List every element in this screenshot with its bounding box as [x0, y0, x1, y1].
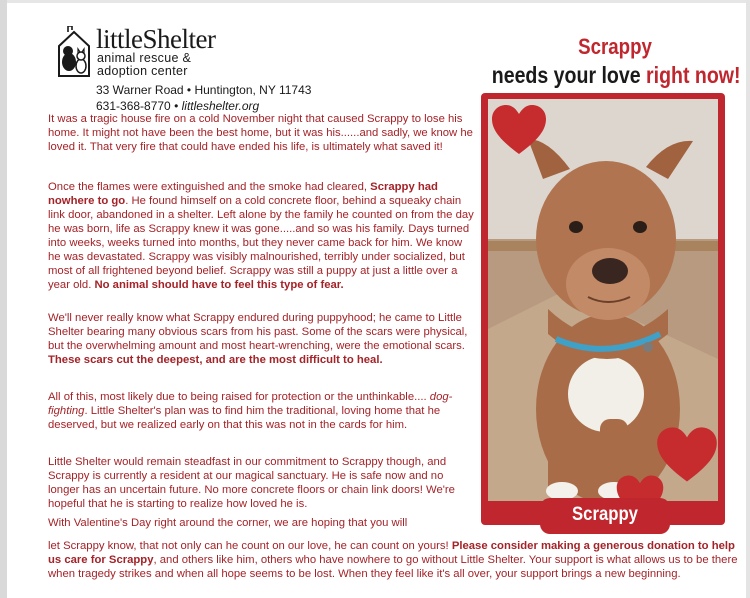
story-text: , and others like him, others who have nowhere to go without Little Shelter. Your support is what allows us to be there when tragedy strikes and when all hope seems to be lost. When they feel like it's all over, your support brings a new beginning.: [48, 554, 738, 580]
headline-subtitle: [492, 62, 739, 89]
story-text: It was a tragic house fire on a cold November night that caused Scrappy to lose his home. It might not have been the best home, but it was his......and sadly, we know he loved it. That very fire that could have ended his life, is ultimately what saved it!: [48, 113, 473, 153]
story-text: With Valentine's Day right around the corner, we are hoping that you will: [48, 517, 408, 529]
page-edge-top: [0, 0, 750, 3]
photo-caption: Scrappy: [572, 504, 638, 525]
page-edge-right: [746, 0, 750, 598]
story-paragraph-7: [48, 539, 738, 581]
story-text: let Scrappy know, that not only can he count on our love, he can count on yours!: [48, 540, 452, 552]
story-text: Once the flames were extinguished and the smoke had cleared,: [48, 181, 371, 193]
story-text: All of this, most likely due to being raised for protection or the unthinkable....: [48, 391, 430, 403]
website-link[interactable]: littleshelter.org: [181, 99, 260, 113]
story-text: . He found himself on a cold concrete floor, behind a squeaky chain link door, abandoned in a shelter. Left alone by the family he counted on from the day he was born, life as Scrappy knew it was gone.....and so was his family. Days turned into weeks, weeks turned into months, but they never came back for him. We know he was devastated. Scrappy was visibly malnourished, terribly under socialized, but most of all frightened beyond belief. Scrappy was still a puppy at just a little over a year old.: [48, 195, 474, 291]
story-text: We'll never really know what Scrappy endured during puppyhood; he came to Little Shelter bearing many obvious scars from his past. Some of the scars were physical, but the overwhelming amount and most heart-wrenching, were the emotional scars.: [48, 312, 468, 352]
house-with-dog-and-cat-icon: [55, 26, 93, 78]
story-paragraph-2: [48, 180, 476, 292]
story-paragraph-5: [48, 455, 476, 511]
story-text: Little Shelter would remain steadfast in our commitment to Scrappy though, and Scrappy is currently a resident at our magical sanctuary. He is safe now and no longer has an uncertain future. No more concrete floors or chain link doors! We're hopeful that he is starting to realize how loved he is.: [48, 456, 455, 510]
phone: 631-368-8770 •: [96, 99, 179, 113]
story-emphasis: Scrappy had nowhere to go: [48, 181, 438, 207]
story-paragraph-3: [48, 311, 476, 367]
headline-emphasis: right now!: [646, 62, 741, 88]
brand-subtitle-line2: adoption center: [97, 64, 188, 78]
brand-subtitle: [97, 52, 191, 78]
page-edge-left: [0, 0, 7, 598]
phone-and-website: [96, 99, 259, 113]
story-paragraph-6: [48, 516, 476, 530]
heart-icon: [490, 104, 548, 156]
story-paragraph-4: [48, 390, 476, 432]
headline-name: Scrappy: [578, 34, 652, 59]
story-paragraph-1: [48, 112, 476, 154]
story-italic: dog-fighting: [48, 391, 453, 417]
story-emphasis: No animal should have to feel this type of fear.: [94, 279, 344, 291]
story-emphasis: These scars cut the deepest, and are the most difficult to heal.: [48, 354, 383, 366]
address: 33 Warner Road • Huntington, NY 11743: [96, 83, 312, 97]
story-text: . Little Shelter's plan was to find him the traditional, loving home that he deserved, but we realized early on that this was not in the cards for him.: [48, 405, 441, 431]
donation-call-to-action: Please consider making a generous donation to help us care for Scrappy: [48, 540, 735, 566]
headline-prefix: needs your love: [491, 62, 641, 88]
brand-name: littleShelter: [96, 24, 216, 54]
brand-subtitle-line1: animal rescue &: [97, 51, 192, 65]
